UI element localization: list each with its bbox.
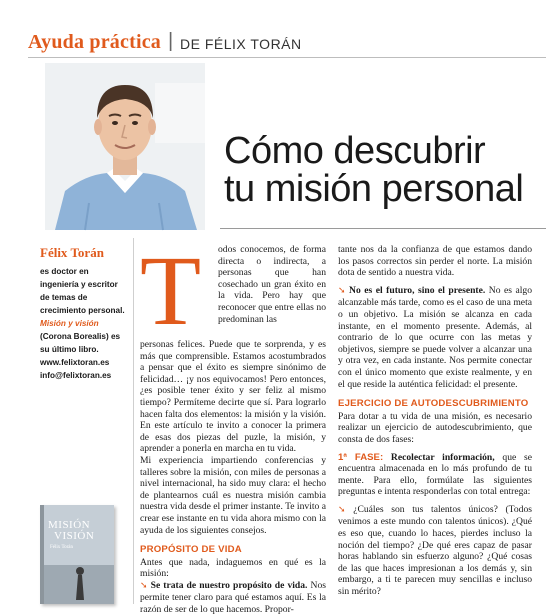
author-bio <box>40 265 128 356</box>
paragraph-2: Mi experiencia impartiendo conferencias y talleres sobre la misión, con miles de personas a nivel internacional, ha sido muy clara: el hecho de plantearnos cuál es nuestra misión cambia nuestra vida desde el primer instante. Te invito a crear ese instante en tu vida ahora mismo con la ayuda de los siguientes consejos. <box>140 454 326 536</box>
header-separator: | <box>168 30 174 52</box>
bullet-2-text: No es algo alcanzable más tarde, como es el caso de una meta o un objetivo. La misión se alcanza en cada instante, en el momento presente. Además, al contrario de lo que ocurre con las metas y objetivos, siempre se puede volver a alcanzar una y otra vez, en cada instante. Nos permite conectar con el único momento que existe realmente, y en el que reside la auténtica felicidad: el presente. <box>338 284 533 390</box>
bio-end: (Corona Borealis) es su último libro. <box>40 332 121 354</box>
article-intro: odos conocemos, de forma directa o indirecta, a personas que han cosechado un gran éxito en la vida. Pero hay que reconocer que entre ellas no predominan las <box>218 244 326 325</box>
bullet-2 <box>338 285 532 390</box>
question-text: ¿Cuáles son tus talentos únicos? (Todos venimos a este mundo con talentos únicos). ¿Qué es eso que, cuando lo haces, pierdes incluso la noción del tiempo? ¿De qué eres capaz de pasar horas hablando sin esfuerzo alguno? ¿Qué cosas de las que haces impresionan a los demás y, sin embargo, a ti te parecen muy sencillas e incluso sin mérito? <box>338 503 532 598</box>
phase-1-text: que se encuentra almacenada en lo más profundo de tu mente. Para ello, formúlate las siguientes preguntas e intenta responderlas con total entrega: <box>338 451 532 498</box>
subhead-ejercicio: EJERCICIO DE AUTODESCUBRIMIENTO <box>338 398 529 410</box>
phase-1-bold: Recolectar información, <box>390 451 495 463</box>
website-link[interactable]: www.felixtoran.es <box>40 358 110 367</box>
title-line-2: tu misión personal <box>224 168 524 210</box>
drop-cap: T <box>140 235 202 346</box>
book-title-line-2: VISIÓN <box>54 530 95 542</box>
article-column-2 <box>338 244 532 598</box>
paragraph-4: Para dotar a tu vida de una misión, es necesario realizar un ejercicio de autodescubrimiento, que consta de dos fases: <box>338 410 532 445</box>
title-rule <box>220 228 546 229</box>
col2-paragraph-1: tante nos da la confianza de que estamos dando los pasos correctos sin perder el norte. La misión dota de sentido a nuestra vida. <box>338 244 532 279</box>
question-bullet <box>338 504 532 598</box>
book-cover-author: Félix Torán <box>50 545 74 550</box>
arrow-icon: ➘ <box>338 504 346 515</box>
header-author: DE FÉLIX TORÁN <box>180 36 302 52</box>
column-divider <box>133 238 134 604</box>
bullet-1-text: Nos permite tener claro para qué estamos aquí. Es la razón de ser de lo que hacemos. Propor- <box>140 579 326 616</box>
bullet-1-bold: Se trata de nuestro propósito de vida. <box>150 579 308 591</box>
arrow-icon: ➘ <box>140 580 148 591</box>
email-link[interactable]: info@felixtoran.es <box>40 371 112 380</box>
page-header <box>0 0 546 60</box>
author-photo <box>45 63 205 230</box>
article-column-1 <box>140 339 326 616</box>
book-title-line-1: MISIÓN <box>48 519 91 531</box>
section-title: Ayuda práctica <box>28 31 161 53</box>
paragraph-1-continuation: personas felices. Puede que te sorprenda, y es más que comprensible. Estamos acostumbrados a pensar que el éxito es siempre sinónimo de felicidad… ¡y nos equivocamos! Pero entonces, ¿es posible tener éxito y ser feliz al mismo tiempo? Permíteme decirte que sí. Para lograrlo hacen falta dos elementos: la misión y la visión. En este artículo te invito a conocer la primera de esas dos piezas del puzle, la misión, y aprender a ponerla en marcha en tu vida. <box>140 339 326 455</box>
book-cover-image <box>40 505 114 604</box>
book-cover-title <box>48 520 94 542</box>
bio-start: es doctor en ingeniería y escritor de temas de crecimiento personal. <box>40 267 125 315</box>
title-line-1: Cómo descubrir <box>224 130 486 172</box>
paragraph-3: Antes que nada, indaguemos en qué es la misión: <box>140 556 326 580</box>
arrow-icon: ➘ <box>338 285 346 296</box>
author-sidebar <box>40 245 128 382</box>
header-rule <box>28 57 546 58</box>
bullet-2-bold: No es el futuro, sino el presente. <box>349 284 486 296</box>
article-title <box>224 132 523 208</box>
phase-1 <box>338 452 532 498</box>
subhead-proposito: PROPÓSITO DE VIDA <box>140 544 242 556</box>
book-title-link: Misión y visión <box>40 319 99 328</box>
bullet-1 <box>140 580 326 616</box>
phase-1-label: 1ª FASE: <box>338 451 384 463</box>
author-name: Félix Torán <box>40 245 104 260</box>
